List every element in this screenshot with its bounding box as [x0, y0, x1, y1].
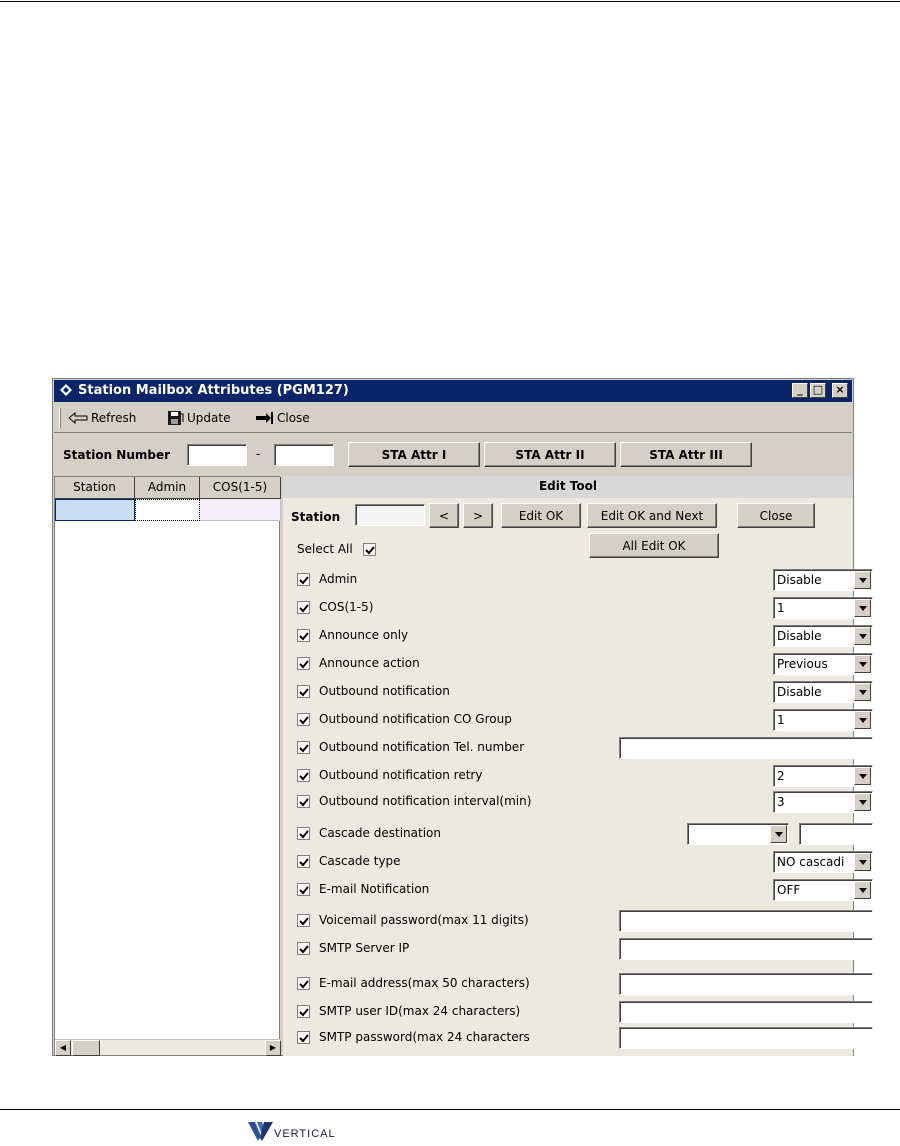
- save-disk-icon: [166, 410, 184, 426]
- field-outbound-retry: [297, 765, 849, 787]
- smtp-server-ip-label: SMTP Server IP: [319, 941, 410, 955]
- cascade-type-value: NO cascadi: [777, 855, 845, 869]
- outbound-tel-number-input[interactable]: [619, 737, 873, 759]
- check-icon: [299, 603, 309, 613]
- tab-sta-attr-2[interactable]: STA Attr II: [484, 442, 616, 467]
- smtp-password-checkbox[interactable]: [297, 1031, 310, 1044]
- check-icon: [299, 979, 309, 989]
- title-bar[interactable]: [54, 380, 852, 402]
- minimize-button[interactable]: _: [792, 383, 808, 398]
- table-row[interactable]: [55, 499, 281, 521]
- check-icon: [299, 715, 309, 725]
- back-arrow-icon: [68, 412, 88, 424]
- email-address-input[interactable]: [619, 973, 873, 995]
- grid-header: [55, 477, 281, 499]
- page-bottom-rule: [0, 1109, 900, 1110]
- field-cascade-type: [297, 851, 849, 873]
- update-button[interactable]: [166, 410, 230, 426]
- chevron-down-icon[interactable]: [854, 683, 871, 701]
- outbound-retry-checkbox[interactable]: [297, 769, 310, 782]
- outbound-notification-select[interactable]: [773, 681, 873, 703]
- cascade-type-checkbox[interactable]: [297, 855, 310, 868]
- page-top-rule: [0, 1, 900, 2]
- admin-label: Admin: [319, 572, 358, 586]
- chevron-down-icon[interactable]: [854, 571, 871, 589]
- exit-arrow-icon: [254, 411, 274, 425]
- outbound-retry-select[interactable]: [773, 765, 873, 787]
- email-address-checkbox[interactable]: [297, 977, 310, 990]
- check-icon: [299, 1007, 309, 1017]
- column-admin[interactable]: Admin: [135, 477, 200, 499]
- tab-sta-attr-3[interactable]: STA Attr III: [620, 442, 752, 467]
- select-all-row[interactable]: [297, 542, 376, 556]
- cascade-type-label: Cascade type: [319, 854, 401, 868]
- chevron-down-icon[interactable]: [854, 655, 871, 673]
- chevron-down-icon[interactable]: [770, 825, 787, 843]
- edit-station-label: Station: [291, 510, 341, 524]
- prev-station-button[interactable]: <: [429, 503, 459, 528]
- close-label: Close: [277, 411, 310, 425]
- column-cos[interactable]: COS(1-5): [200, 477, 281, 499]
- field-announce-action: [297, 653, 849, 675]
- smtp-password-label: SMTP password(max 24 characters: [319, 1030, 530, 1044]
- horizontal-scrollbar[interactable]: [55, 1039, 281, 1055]
- station-number-label: Station Number: [63, 448, 171, 462]
- next-station-button[interactable]: >: [463, 503, 493, 528]
- announce-action-value: Previous: [777, 657, 828, 671]
- scroll-right-icon[interactable]: ▶: [265, 1040, 281, 1056]
- edit-station-input[interactable]: [355, 504, 425, 526]
- logo-text: VERTICAL: [274, 1128, 336, 1140]
- cos-select[interactable]: [773, 597, 873, 619]
- field-announce-only: [297, 625, 849, 647]
- select-all-label: Select All: [297, 542, 353, 556]
- cascade-destination-label: Cascade destination: [319, 826, 441, 840]
- field-outbound-tel-number: [297, 737, 849, 759]
- email-address-label: E-mail address(max 50 characters): [319, 976, 530, 990]
- cascade-destination-checkbox[interactable]: [297, 827, 310, 840]
- station-number-bar: [54, 435, 852, 473]
- check-icon: [299, 916, 309, 926]
- outbound-interval-label: Outbound notification interval(min): [319, 794, 532, 808]
- field-smtp-server-ip: [297, 938, 849, 960]
- field-email-notification: [297, 879, 849, 901]
- voicemail-password-checkbox[interactable]: [297, 914, 310, 927]
- station-grid[interactable]: [54, 476, 280, 1056]
- cos-value: 1: [777, 601, 785, 615]
- check-icon: [299, 631, 309, 641]
- announce-action-label: Announce action: [319, 656, 420, 670]
- outbound-interval-checkbox[interactable]: [297, 795, 310, 808]
- smtp-user-id-checkbox[interactable]: [297, 1005, 310, 1018]
- check-icon: [299, 743, 309, 753]
- edit-ok-button[interactable]: Edit OK: [501, 503, 581, 528]
- field-cos: [297, 597, 849, 619]
- column-station[interactable]: Station: [55, 477, 135, 499]
- announce-action-checkbox[interactable]: [297, 657, 310, 670]
- check-icon: [299, 659, 309, 669]
- field-outbound-interval: [297, 791, 849, 813]
- outbound-co-group-label: Outbound notification CO Group: [319, 712, 512, 726]
- check-icon: [299, 944, 309, 954]
- field-smtp-user-id: [297, 1001, 849, 1023]
- edit-tool-panel: [283, 476, 853, 1056]
- edit-tool-header: Edit Tool: [283, 476, 853, 498]
- cascade-type-select[interactable]: [773, 851, 873, 873]
- edit-ok-next-button[interactable]: Edit OK and Next: [587, 503, 717, 528]
- smtp-password-input[interactable]: [619, 1027, 873, 1049]
- announce-action-select[interactable]: [773, 653, 873, 675]
- smtp-server-ip-checkbox[interactable]: [297, 942, 310, 955]
- outbound-notification-checkbox[interactable]: [297, 685, 310, 698]
- admin-value: Disable: [777, 573, 822, 587]
- check-icon: [299, 771, 309, 781]
- email-notification-select[interactable]: [773, 879, 873, 901]
- check-icon: [299, 829, 309, 839]
- outbound-co-group-checkbox[interactable]: [297, 713, 310, 726]
- scroll-thumb[interactable]: [72, 1040, 100, 1056]
- announce-only-label: Announce only: [319, 628, 409, 642]
- toolbar-grip: [59, 408, 61, 428]
- cell-admin[interactable]: [135, 499, 200, 521]
- chevron-down-icon[interactable]: [854, 767, 871, 785]
- close-window-button[interactable]: ×: [832, 383, 848, 398]
- station-to-input[interactable]: [274, 444, 334, 466]
- check-icon: [299, 1033, 309, 1043]
- email-notification-label: E-mail Notification: [319, 882, 430, 896]
- chevron-down-icon[interactable]: [854, 711, 871, 729]
- cascade-destination-select[interactable]: [687, 823, 789, 845]
- announce-only-select[interactable]: [773, 625, 873, 647]
- field-outbound-co-group: [297, 709, 849, 731]
- announce-only-value: Disable: [777, 629, 822, 643]
- maximize-button[interactable]: □: [810, 383, 826, 398]
- scroll-left-icon[interactable]: ◀: [55, 1040, 71, 1056]
- vertical-v-logo-icon: [248, 1120, 274, 1142]
- outbound-notification-label: Outbound notification: [319, 684, 450, 698]
- voicemail-password-label: Voicemail password(max 11 digits): [319, 913, 529, 927]
- outbound-retry-label: Outbound notification retry: [319, 768, 483, 782]
- outbound-co-group-value: 1: [777, 713, 785, 727]
- app-diamond-icon: [59, 383, 73, 397]
- refresh-label: Refresh: [91, 411, 137, 425]
- email-notification-value: OFF: [777, 883, 801, 897]
- toolbar-close-button[interactable]: [254, 410, 310, 426]
- voicemail-password-input[interactable]: [619, 910, 873, 932]
- smtp-user-id-label: SMTP user ID(max 24 characters): [319, 1004, 521, 1018]
- field-smtp-password: [297, 1027, 849, 1049]
- field-email-address: [297, 973, 849, 995]
- admin-select[interactable]: [773, 569, 873, 591]
- all-edit-ok-button[interactable]: All Edit OK: [589, 533, 719, 558]
- announce-only-checkbox[interactable]: [297, 629, 310, 642]
- tab-sta-attr-1[interactable]: STA Attr I: [348, 442, 480, 467]
- update-label: Update: [187, 411, 231, 425]
- chevron-down-icon[interactable]: [854, 599, 871, 617]
- toolbar: [54, 403, 852, 433]
- check-icon: [299, 857, 309, 867]
- check-icon: [299, 797, 309, 807]
- outbound-co-group-select[interactable]: [773, 709, 873, 731]
- edit-close-button[interactable]: Close: [737, 503, 815, 528]
- select-all-checkbox[interactable]: [363, 543, 376, 556]
- chevron-down-icon[interactable]: [854, 793, 871, 811]
- check-icon: [365, 545, 375, 555]
- field-admin: [297, 569, 849, 591]
- cell-cos[interactable]: [200, 499, 281, 521]
- outbound-tel-number-checkbox[interactable]: [297, 741, 310, 754]
- check-icon: [299, 575, 309, 585]
- smtp-server-ip-input[interactable]: [619, 938, 873, 960]
- outbound-notification-value: Disable: [777, 685, 822, 699]
- outbound-retry-value: 2: [777, 769, 785, 783]
- vertical-logo: [248, 1120, 358, 1144]
- field-voicemail-password: [297, 910, 849, 932]
- refresh-button[interactable]: [68, 410, 136, 426]
- chevron-down-icon[interactable]: [854, 881, 871, 899]
- check-icon: [299, 687, 309, 697]
- chevron-down-icon[interactable]: [854, 627, 871, 645]
- cascade-destination-input[interactable]: [799, 823, 873, 845]
- field-cascade-destination: [297, 823, 849, 845]
- cos-checkbox[interactable]: [297, 601, 310, 614]
- field-outbound-notification: [297, 681, 849, 703]
- admin-checkbox[interactable]: [297, 573, 310, 586]
- check-icon: [299, 885, 309, 895]
- smtp-user-id-input[interactable]: [619, 1001, 873, 1023]
- cos-label: COS(1-5): [319, 600, 374, 614]
- outbound-interval-select[interactable]: [773, 791, 873, 813]
- station-mailbox-window: [52, 378, 854, 1056]
- window-title: Station Mailbox Attributes (PGM127): [78, 383, 349, 398]
- station-from-input[interactable]: [187, 444, 247, 466]
- range-dash: -: [256, 447, 261, 461]
- outbound-tel-number-label: Outbound notification Tel. number: [319, 740, 525, 754]
- cell-station[interactable]: [55, 499, 135, 521]
- email-notification-checkbox[interactable]: [297, 883, 310, 896]
- outbound-interval-value: 3: [777, 795, 785, 809]
- chevron-down-icon[interactable]: [854, 853, 871, 871]
